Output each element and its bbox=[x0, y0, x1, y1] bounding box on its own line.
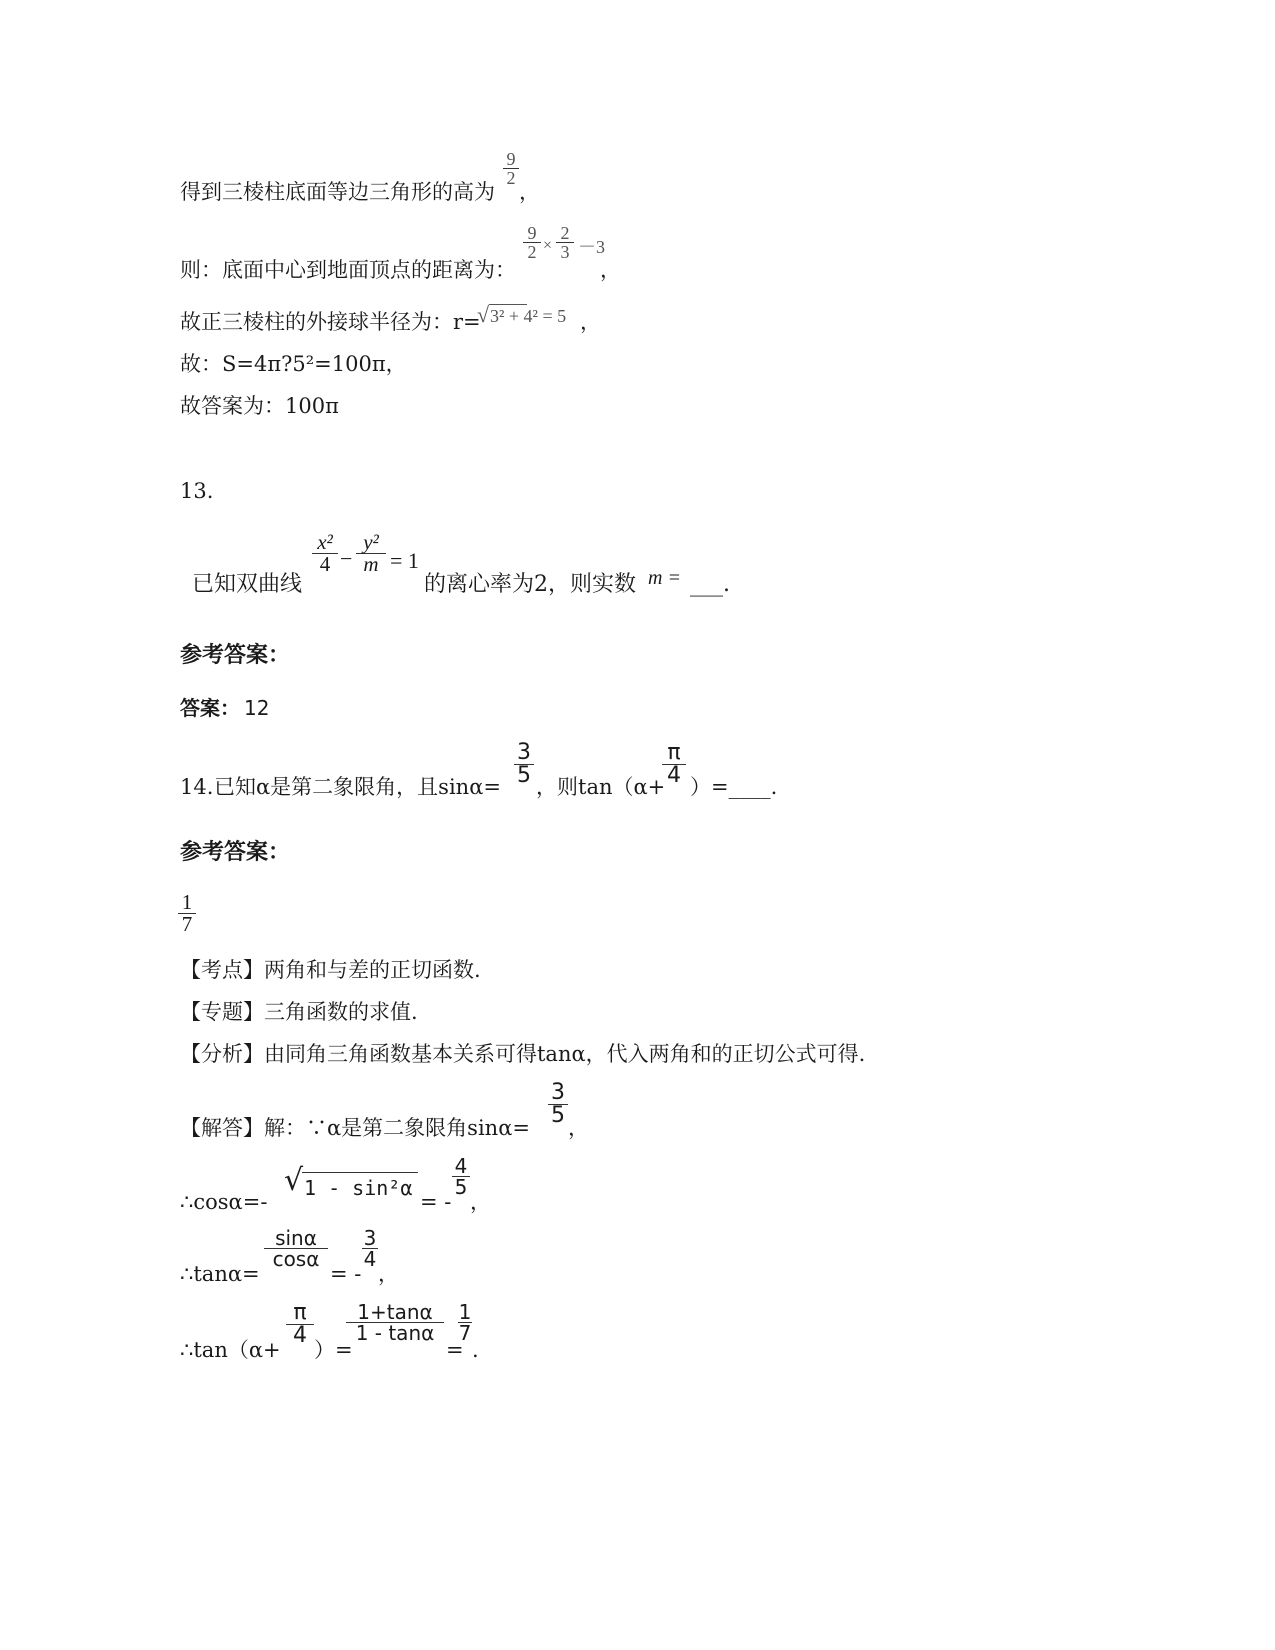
answer-label: 答案： bbox=[180, 696, 240, 720]
tan-tail: ， bbox=[378, 1262, 399, 1286]
equals-minus: = - bbox=[420, 1190, 452, 1214]
zhuanti-text: 【专题】三角函数的求值. bbox=[180, 1000, 418, 1024]
fraction-y-squared-over-m: y² m bbox=[356, 532, 386, 575]
q14-mid-text: ，则tan（α+ bbox=[536, 775, 666, 799]
fraction-three-fifths: 3 5 bbox=[514, 742, 534, 787]
fraction-one-seventh: 1 7 bbox=[178, 892, 196, 935]
answer-value: 12 bbox=[244, 696, 270, 720]
jieda-tail: ， bbox=[568, 1116, 589, 1140]
radicand-expression: 3² + 4² = 5 bbox=[490, 306, 567, 326]
tan-prefix: ∴tanα= bbox=[180, 1262, 260, 1286]
fraction-nine-halves: 9 2 bbox=[523, 224, 541, 261]
reference-answer-heading: 参考答案： bbox=[180, 643, 291, 668]
cos-prefix: ∴cosα=- bbox=[180, 1190, 268, 1214]
solution12-line2-tail: ， bbox=[600, 258, 621, 282]
radical-sign: √ bbox=[477, 302, 490, 327]
close-paren-equals: ）= bbox=[314, 1338, 353, 1362]
equals-sign: = bbox=[446, 1338, 464, 1362]
solution12-line1-text: 得到三棱柱底面等边三角形的高为 bbox=[180, 180, 495, 204]
q13-pre-text: 已知双曲线 bbox=[192, 572, 303, 597]
fraction-three-fourths: 3 4 bbox=[363, 1226, 377, 1271]
kaodian-text: 【考点】两角和与差的正切函数. bbox=[180, 958, 481, 982]
times-sign: × bbox=[543, 237, 553, 254]
reference-answer-heading: 参考答案： bbox=[180, 840, 291, 865]
fraction-x-squared-over-four: x² 4 bbox=[312, 532, 338, 575]
cos-tail: ， bbox=[470, 1190, 491, 1214]
variable-m: m = bbox=[648, 567, 681, 589]
fraction-one-plus-tan-over-one-minus-tan: 1+tanα 1 - tanα bbox=[346, 1302, 444, 1343]
q13-post-text: 的离心率为2，则实数 bbox=[424, 572, 636, 597]
q14-pre-text: 已知α是第二象限角，且sinα= bbox=[214, 775, 501, 799]
jieda-text: 【解答】解：∵α是第二象限角sinα= bbox=[180, 1116, 530, 1140]
solution12-line3-tail: ， bbox=[580, 310, 601, 334]
solution12-line1-tail: ， bbox=[519, 180, 540, 204]
fraction-two-thirds: 2 3 bbox=[556, 224, 574, 261]
solution12-line4-text: 故：S=4π?5²=100π， bbox=[180, 352, 407, 376]
fenxi-text: 【分析】由同角三角函数基本关系可得tanα，代入两角和的正切公式可得. bbox=[180, 1042, 866, 1066]
answer-blank: ___. bbox=[690, 572, 730, 597]
fraction-one-seventh: 1 7 bbox=[458, 1300, 472, 1345]
fraction-sin-over-cos: sinα cosα bbox=[264, 1228, 328, 1269]
question-number: 13. bbox=[180, 479, 214, 503]
solution12-line2-text: 则：底面中心到地面顶点的距离为： bbox=[180, 258, 516, 282]
solution12-line5-text: 故答案为：100π bbox=[180, 394, 339, 418]
final-tail: . bbox=[472, 1338, 479, 1362]
minus-sign: − bbox=[340, 546, 353, 571]
fraction-three-fifths: 3 5 bbox=[548, 1082, 568, 1127]
fraction-nine-halves: 9 2 bbox=[503, 150, 519, 187]
fraction-pi-over-four: π 4 bbox=[286, 1302, 314, 1347]
equals-three: －3 bbox=[578, 237, 605, 257]
equals-one: = 1 bbox=[390, 548, 419, 573]
fraction-four-fifths: 4 5 bbox=[452, 1156, 470, 1197]
radical-sign: √ bbox=[284, 1163, 304, 1198]
radicand-expression: 1 - sin²α bbox=[304, 1176, 413, 1200]
final-prefix: ∴tan（α+ bbox=[180, 1338, 281, 1362]
fraction-pi-over-four: π 4 bbox=[662, 742, 686, 787]
solution12-line3-text: 故正三棱柱的外接球半径为：r= bbox=[180, 310, 481, 334]
q14-post-text: ）=____. bbox=[690, 775, 778, 799]
equals-minus: = - bbox=[330, 1262, 362, 1286]
question-number: 14. bbox=[180, 775, 214, 799]
